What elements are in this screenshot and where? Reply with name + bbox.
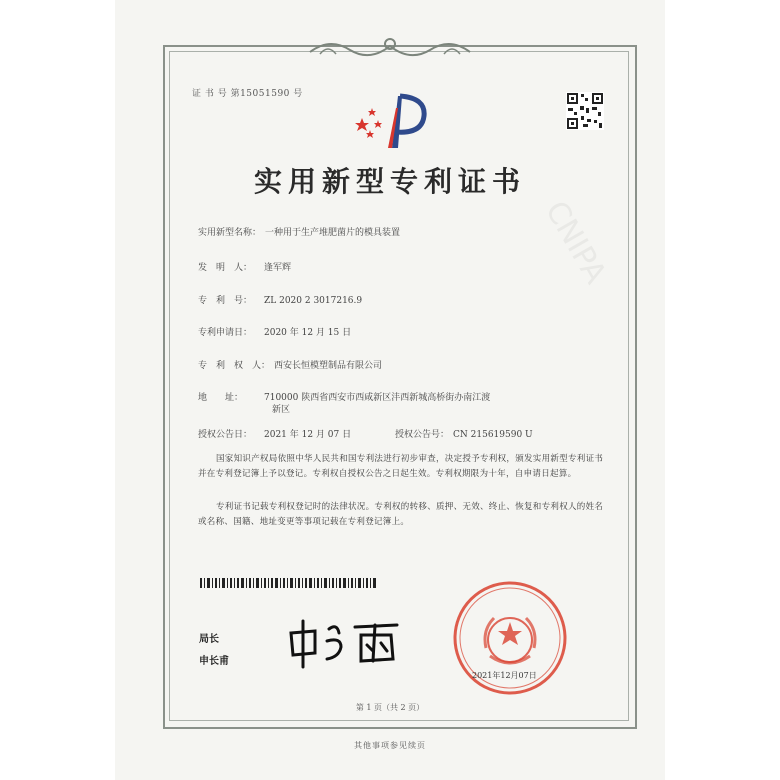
field-value: 2020 年 12 月 15 日 <box>264 328 352 338</box>
field-application-date <box>198 325 351 338</box>
field-label: 专 利 号： <box>198 296 253 306</box>
field-label: 发 明 人： <box>198 263 253 273</box>
field-grant-number <box>395 427 533 440</box>
watermark: CNIPA <box>538 195 613 290</box>
field-label: 实用新型名称： <box>198 228 262 238</box>
field-value: 一种用于生产堆肥菌片的模具装置 <box>265 228 401 238</box>
field-grant-date <box>198 427 351 440</box>
field-label: 专 利 权 人： <box>198 361 271 371</box>
footer-note: 其他事项参见续页 <box>354 741 426 750</box>
field-patent-number <box>198 293 362 306</box>
field-value: 710000 陕西省西安市西咸新区沣西新城高桥街办南江渡 <box>264 393 491 403</box>
field-value: 西安长恒模塑制品有限公司 <box>274 361 383 371</box>
statement-paragraph-2: 专利证书记载专利权登记时的法律状况。专利权的转移、质押、无效、终止、恢复和专利权人的姓名或名称、国籍、地址变更等事项记载在专利登记簿上。 <box>198 502 604 527</box>
field-label: 专利申请日： <box>198 328 253 338</box>
director-name-label: 申长甫 <box>199 656 229 667</box>
field-label: 授权公告日： <box>198 430 253 440</box>
certificate-title: 实用新型专利证书 <box>253 165 526 198</box>
field-value: ZL 2020 2 3017216.9 <box>264 296 363 306</box>
field-label: 授权公告号： <box>395 430 450 440</box>
cnipa-logo <box>352 88 430 154</box>
barcode <box>200 578 378 588</box>
field-value: 逢军辉 <box>264 263 292 273</box>
page-number: 第 1 页（共 2 页） <box>355 703 425 712</box>
director-label: 局长 <box>199 634 219 645</box>
certificate-number: 证 书 号 第15051590 号 <box>192 89 303 99</box>
field-inventor <box>198 260 291 273</box>
field-label: 地 址： <box>198 393 244 403</box>
address-line-2: 新区 <box>272 405 291 415</box>
field-utility-model-name <box>198 225 400 238</box>
field-address <box>198 390 490 403</box>
seal-date: 2021年12月07日 <box>472 671 537 680</box>
field-value: CN 215619590 U <box>453 430 533 440</box>
director-signature <box>285 615 405 670</box>
statement-paragraph-1: 国家知识产权局依照中华人民共和国专利法进行初步审查，决定授予专利权，颁发实用新型专利证书并在专利登记簿上予以登记。专利权自授权公告之日起生效。专利权期限为十年，自申请日起算。 <box>198 454 604 479</box>
top-ornament <box>300 32 480 66</box>
qr-code <box>566 92 604 130</box>
field-patentee <box>198 358 382 371</box>
field-value: 2021 年 12 月 07 日 <box>264 430 352 440</box>
